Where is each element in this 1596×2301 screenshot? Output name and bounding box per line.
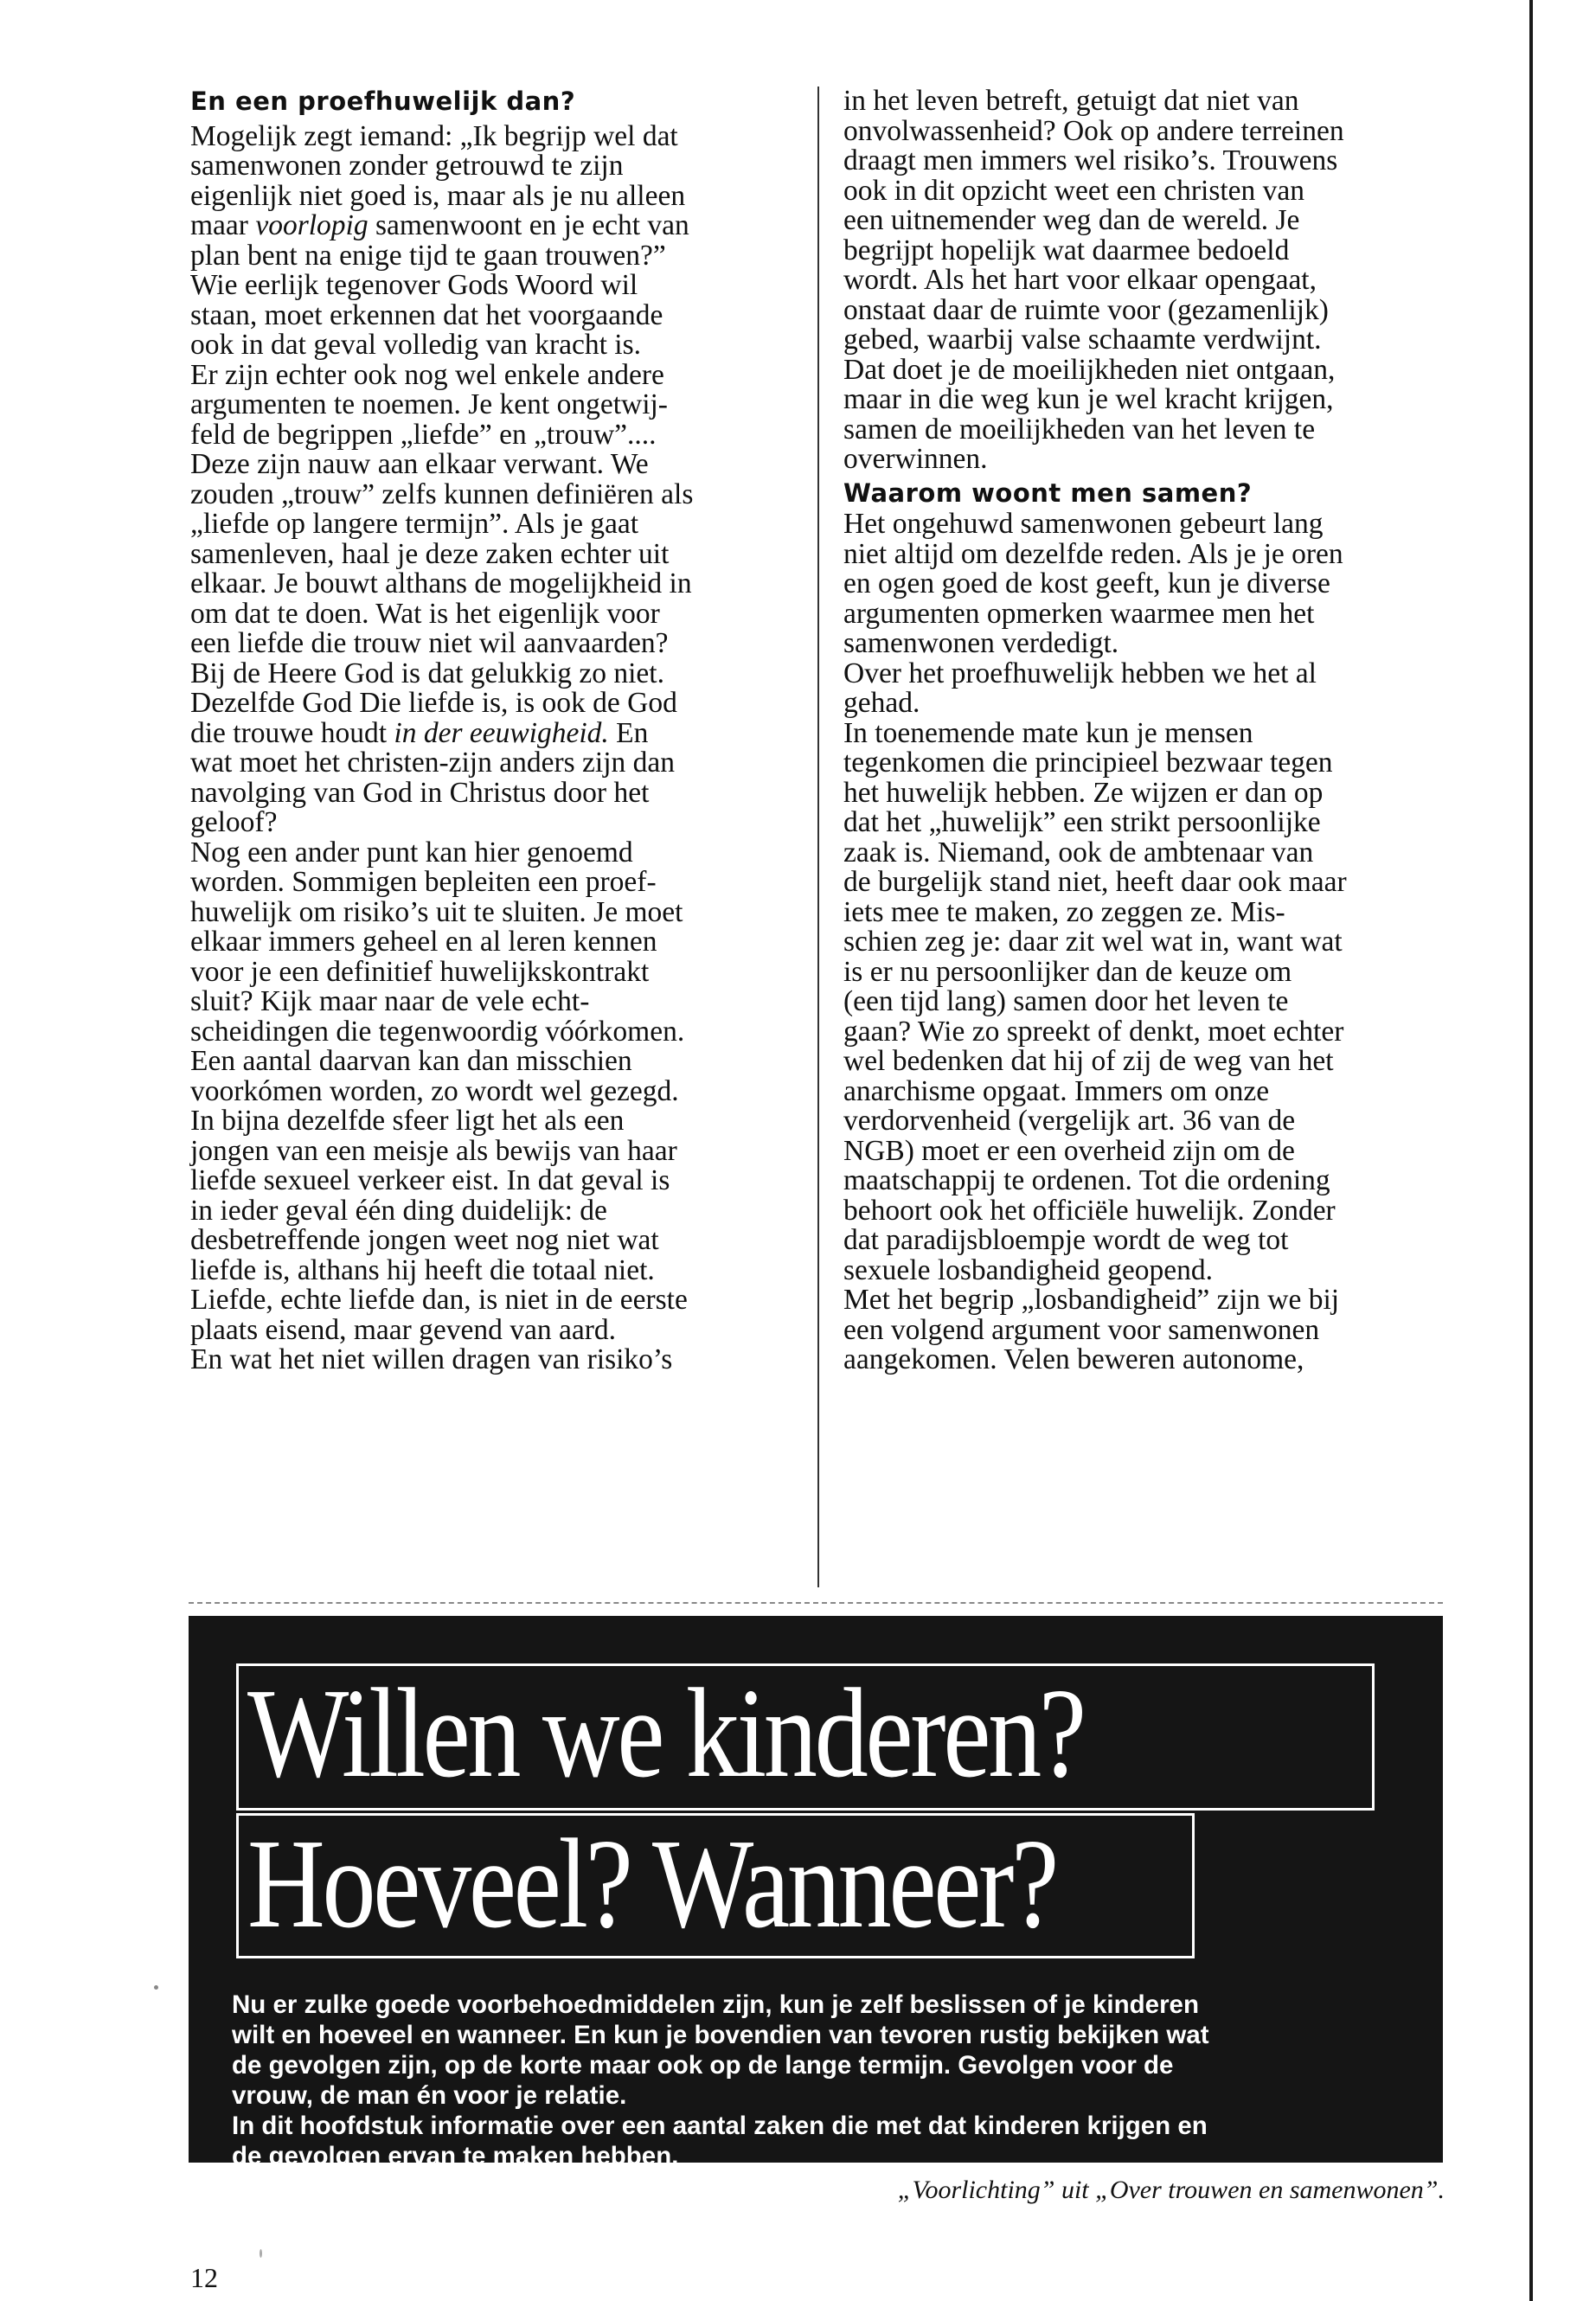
section-heading-waarom: Waarom woont men samen? bbox=[843, 478, 1253, 508]
column-divider bbox=[817, 87, 819, 1587]
left-p1-text-c: En wat moet het christen-zijn anders zijn dan navolging van God in Christus door het geloof? bbox=[190, 716, 675, 838]
left-paragraph-1 bbox=[190, 119, 804, 838]
right-paragraph-4: In toenemende mate kun je mensen tegenkomen die principieel bezwaar tegen het huwelijk hebben. Ze wijzen er dan op dat het „huwelijk” een strikt persoonlijke zaak is. Niemand, ook de ambtenaar van de burgelijk stand niet, heeft daar ook maar iets mee te maken, zo zeggen ze. Mis- schien zeg je: daar zit wel wat in, want wat is er nu persoonlijker dan de keuze om (een tijd lang) samen door het leven te gaan? Wie zo spreekt of denkt, moet echter wel bedenken dat hij of zij de weg van het anarchisme opgaat. Immers om onze verdorvenheid (vergelijk art. 36 van de NGB) moet er een overheid zijn om de maatschappij te ordenen. Tot die ordening behoort ook het officiële huwelijk. Zonder dat paradijsbloempje wordt de weg tot sexuele losbandigheid geopend. bbox=[843, 716, 1347, 1286]
left-p1-text-a: Mogelijk zegt iemand: „Ik begrijp wel dat samenwonen zonder getrouwd te zijn eigenlijk niet goed is, maar als je nu alleen maar bbox=[190, 119, 686, 241]
advert-body bbox=[232, 1990, 1408, 2171]
right-column bbox=[843, 87, 1432, 1375]
left-paragraph-2: Nog een ander punt kan hier genoemd worden. Sommigen bepleiten een proef- huwelijk om risiko’s uit te sluiten. Je moet elkaar immers geheel en al leren kennen voor je een definitief huwelijkskontrakt sluit? Kijk maar naar de vele echt- scheidingen die tegenwoordig vóórkomen. Een aantal daarvan kan dan misschien voorkómen worden, zo wordt wel gezegd. In bijna dezelfde sfeer ligt het als een jongen van een meisje als bewijs van haar liefde sexueel verkeer eist. In dat geval is in ieder geval één ding duidelijk: de desbetreffende jongen weet nog niet wat liefde is, althans hij heeft die totaal niet. Liefde, echte liefde dan, is niet in de eerste plaats eisend, maar gevend van aard. En wat het niet willen dragen van risiko’s bbox=[190, 836, 688, 1375]
right-paragraph-1: in het leven betreft, getuigt dat niet van onvolwassenheid? Ook op andere terreinen draagt men immers wel risiko’s. Trouwens ook in dit opzicht weet een christen van een uitnemender weg dan de wereld. Je begrijpt hopelijk wat daarmee bedoeld wordt. Als het hart voor elkaar opengaat, onstaat daar de ruimte voor (gezamenlijk) gebed, waarbij valse schaamte verdwijnt. Dat doet je de moeilijkheden niet ontgaan, maar in die weg kun je wel kracht krijgen, samen de moeilijkheden van het leven te overwinnen. bbox=[843, 85, 1344, 475]
left-column bbox=[190, 87, 804, 1375]
right-paragraph-3: Over het proefhuwelijk hebben we het al gehad. bbox=[843, 657, 1317, 719]
section-heading-proefhuwelijk: En een proefhuwelijk dan? bbox=[190, 87, 576, 116]
advert-headline-1: Willen we kinderen? bbox=[247, 1663, 1084, 1804]
right-paragraph-2: Het ongehuwd samenwonen gebeurt lang niet altijd om dezelfde reden. Als je je oren en ogen goed de kost geeft, kun je diverse argumenten opmerken waarmee men het samenwonen verdedigt. bbox=[843, 508, 1343, 659]
left-p1-italic-voorlopig: voorlopig bbox=[255, 209, 369, 241]
advert-box bbox=[189, 1616, 1443, 2170]
advert-caption: „Voorlichting” uit „Over trouwen en samenwonen”. bbox=[897, 2176, 1445, 2204]
advert-body-paragraph-1: Nu er zulke goede voorbehoedmiddelen zijn, kun je zelf beslissen of je kinderen wilt en hoeveel en wanneer. En kun je bovendien van tevoren rustig bekijken wat de gevolgen zijn, op de korte maar ook op de lange termijn. Gevolgen voor de vrouw, de man én voor je relatie. bbox=[232, 1990, 1209, 2110]
left-p1-text-b: samenwoont en je echt van plan bent na enige tijd te gaan trouwen?” Wie eerlijk tegenover Gods Woord wil staan, moet erkennen dat het voorgaande ook in dat geval volledig van kracht is. Er zijn echter ook nog wel enkele andere argumenten te noemen. Je kent ongetwij- feld de begrippen „liefde” en „trouw”.... Deze zijn nauw aan elkaar verwant. We zouden „trouw” zelfs kunnen definiëren als „liefde op langere termijn”. Als je gaat samenleven, haal je deze zaken echter uit elkaar. Je bouwt althans de mogelijkheid in om dat te doen. Wat is het eigenlijk voor een liefde die trouw niet wil aanvaarden? Bij de Heere God is dat gelukkig zo niet. Dezelfde God Die liefde is, is ook de God die trouwe houdt bbox=[190, 209, 694, 749]
left-p1-italic-eeuwigheid: in der eeuwigheid. bbox=[394, 716, 609, 749]
page-number: 12 bbox=[190, 2262, 218, 2293]
advert-headline-2: Hoeveel? Wanneer? bbox=[247, 1813, 1056, 1955]
scan-margin bbox=[1533, 0, 1596, 2301]
advert-top-edge bbox=[189, 1602, 1443, 1606]
right-paragraph-5: Met het begrip „losbandigheid” zijn we bij een volgend argument voor samenwonen aangekomen. Velen beweren autonome, bbox=[843, 1284, 1340, 1375]
advert-body-paragraph-2: In dit hoofdstuk informatie over een aantal zaken die met dat kinderen krijgen en de gevolgen ervan te maken hebben. bbox=[232, 2112, 1208, 2170]
scan-speck bbox=[154, 1985, 158, 1990]
scan-speck bbox=[260, 2249, 262, 2258]
